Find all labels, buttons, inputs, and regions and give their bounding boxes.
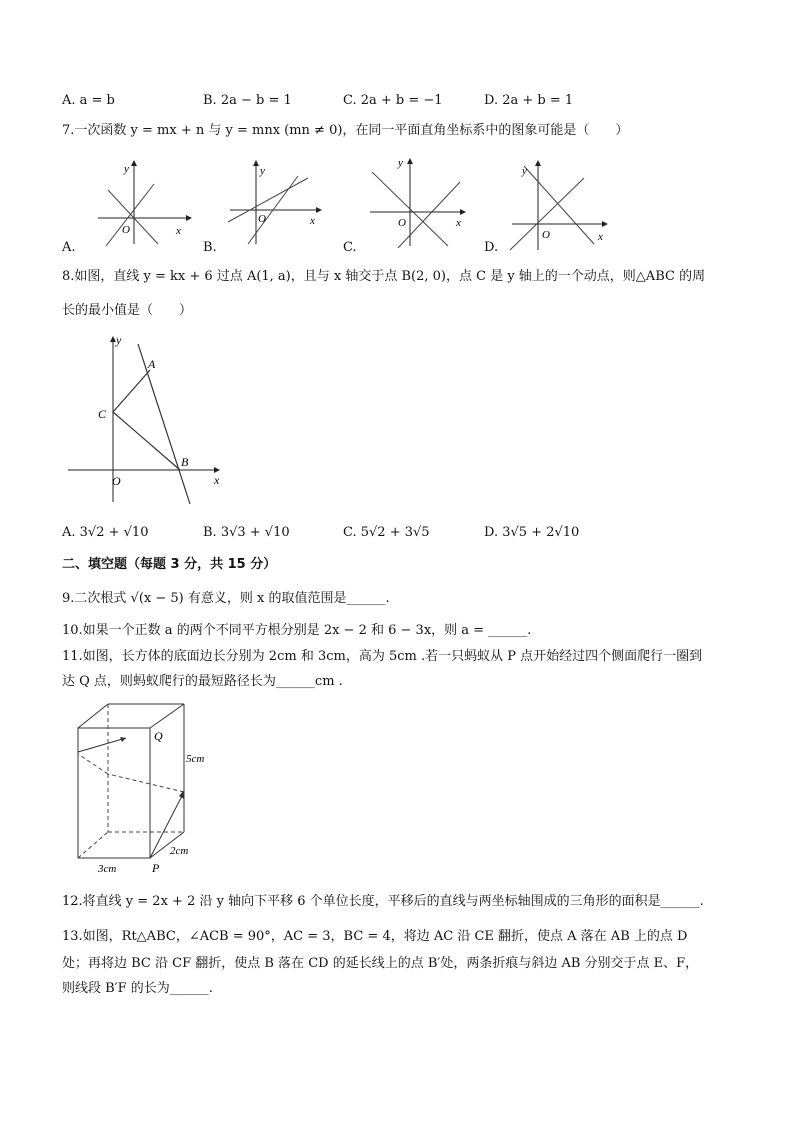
q7-d-axis-x: x xyxy=(598,231,603,243)
q7-question-text: 7.一次函数 y = mx + n 与 y = mnx (mn ≠ 0)，在同一平面直角坐标系中的图象可能是（ ） xyxy=(62,123,629,138)
q8-diagram xyxy=(66,330,226,506)
section-title-fill-in: 二、填空题（每题 3 分，共 15 分） xyxy=(62,557,277,572)
q7-label-a: A. xyxy=(62,240,76,255)
q6-option-c: C. 2a + b = −1 xyxy=(343,93,443,108)
q8-option-c: C. 5√2 + 3√5 xyxy=(343,525,430,540)
q13-question-line2: 处；再将边 BC 沿 CF 翻折，使点 B 落在 CD 的延长线上的点 B′处，两条折痕与斜边 AB 分别交于点 E、F， xyxy=(62,956,699,971)
q11-label-width: 3cm xyxy=(98,863,117,875)
q7-c-axis-x: x xyxy=(456,217,461,229)
q6-option-a: A. a = b xyxy=(62,93,115,108)
q8-option-a: A. 3√2 + √10 xyxy=(62,525,149,540)
q11-question-line2: 达 Q 点，则蚂蚁爬行的最短路径长为______cm . xyxy=(62,674,343,689)
q11-cuboid-diagram xyxy=(66,700,226,880)
q11-label-p: P xyxy=(152,861,160,875)
q6-option-d: D. 2a + b = 1 xyxy=(484,93,574,108)
q13-question-line1: 13.如图，Rt△ABC，∠ACB = 90°，AC = 3，BC = 4，将边 AC 沿 CE 翻折，使点 A 落在 AB 上的点 D xyxy=(62,929,688,944)
q11-question-line1: 11.如图，长方体的底面边长分别为 2cm 和 3cm，高为 5cm .若一只蚂蚁从 P 点开始经过四个侧面爬行一圈到 xyxy=(62,649,703,664)
q7-label-b: B. xyxy=(203,240,217,255)
q8-axis-x: x xyxy=(214,473,220,487)
q7-label-d: D. xyxy=(484,240,499,255)
q7-graph-c xyxy=(366,156,470,248)
q7-b-axis-x: x xyxy=(310,215,315,227)
q7-a-axis-y: y xyxy=(124,163,129,175)
q7-graph-a xyxy=(88,160,193,246)
q7-label-c: C. xyxy=(343,240,357,255)
q7-d-axis-y: y xyxy=(522,165,527,177)
q7-a-origin: O xyxy=(122,224,130,236)
q7-d-origin: O xyxy=(542,229,550,241)
q10-question-text: 10.如果一个正数 a 的两个不同平方根分别是 2x − 2 和 6 − 3x，则 a = ______. xyxy=(62,623,532,638)
q8-question-line1: 8.如图，直线 y = kx + 6 过点 A(1, a)，且与 x 轴交于点 B(2, 0)，点 C 是 y 轴上的一个动点，则△ABC 的周 xyxy=(62,269,706,284)
q8-point-b: B xyxy=(181,455,189,469)
q12-question-text: 12.将直线 y = 2x + 2 沿 y 轴向下平移 6 个单位长度，平移后的直线与两坐标轴围成的三角形的面积是______. xyxy=(62,894,704,909)
q7-b-origin: O xyxy=(258,213,266,225)
q8-axis-y: y xyxy=(116,333,122,347)
q6-option-b: B. 2a − b = 1 xyxy=(203,93,292,108)
q7-graph-d xyxy=(508,160,612,252)
q7-graph-b xyxy=(226,160,326,246)
q8-option-d: D. 3√5 + 2√10 xyxy=(484,525,580,540)
q8-question-line2: 长的最小值是（ ） xyxy=(62,303,193,318)
q8-point-c: C xyxy=(98,407,107,421)
q11-label-height: 5cm xyxy=(186,753,205,765)
q7-b-axis-y: y xyxy=(260,165,265,177)
q9-question-text: 9.二次根式 √(x − 5) 有意义，则 x 的取值范围是______. xyxy=(62,591,390,606)
q7-a-axis-x: x xyxy=(176,225,181,237)
q7-c-origin: O xyxy=(398,217,406,229)
q8-option-b: B. 3√3 + √10 xyxy=(203,525,290,540)
q8-origin: O xyxy=(112,474,121,488)
q11-label-q: Q xyxy=(154,729,163,743)
q13-question-line3: 则线段 B′F 的长为______. xyxy=(62,981,213,996)
q7-c-axis-y: y xyxy=(398,157,403,169)
q8-point-a: A xyxy=(148,357,156,371)
q11-label-depth: 2cm xyxy=(170,845,189,857)
